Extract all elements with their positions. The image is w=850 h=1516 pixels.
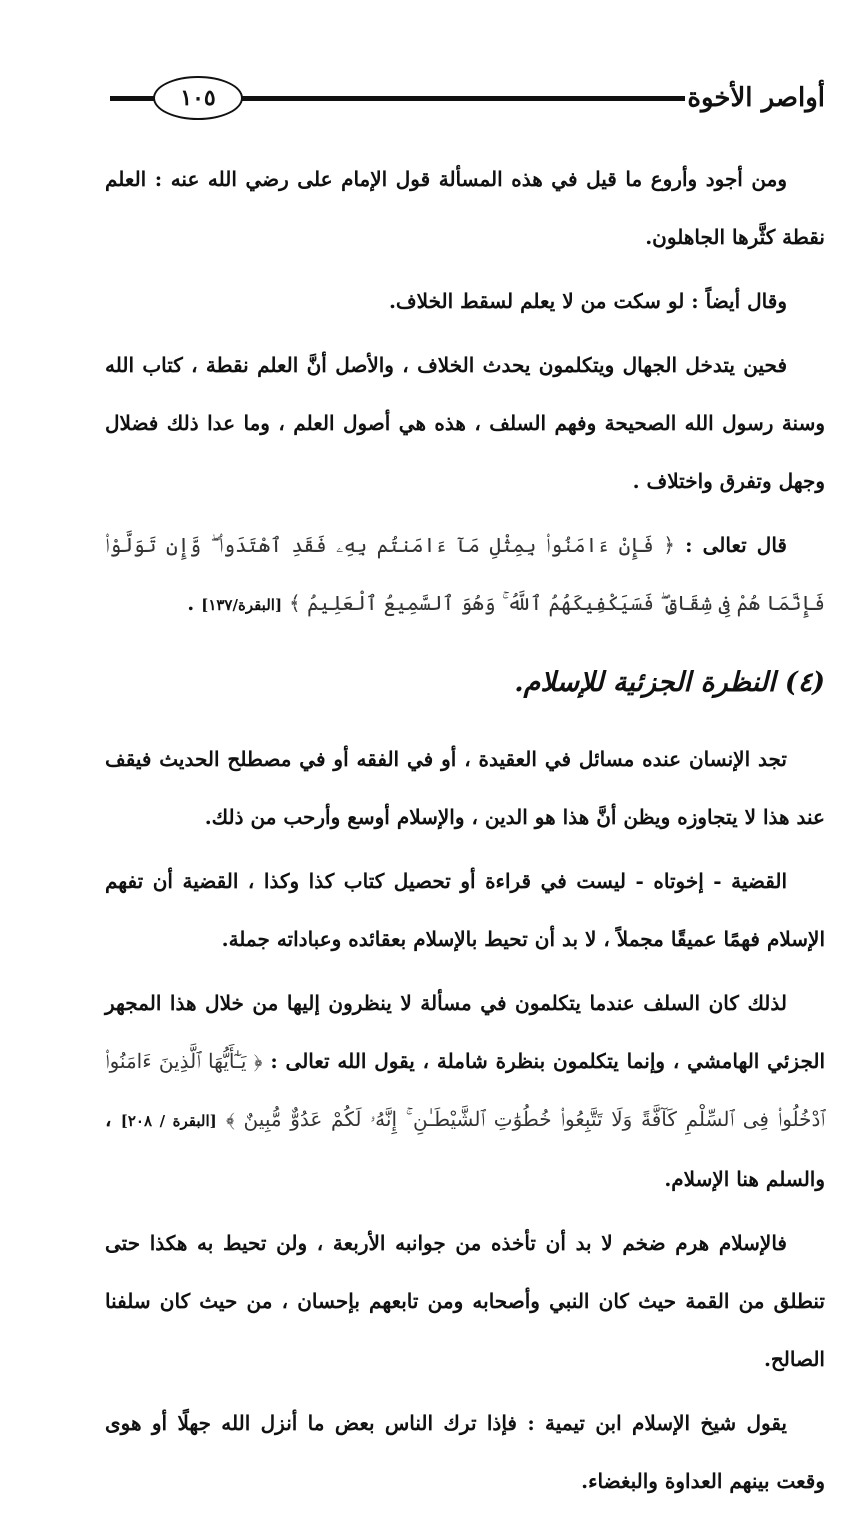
paragraph-end: ، والسلم هنا الإسلام. bbox=[105, 1107, 825, 1191]
book-title: أواصر الأخوة bbox=[687, 83, 825, 113]
quran-verse: ﴿ يَـٰٓأَيُّهَا ٱلَّذِينَ ءَامَنُوا۟ ٱدْخُلُوا۟ فِى ٱلسِّلْمِ كَآفَّةً وَلَا تَتَّبِعُوا۟ خُطُوَٰتِ ٱلشَّيْطَـٰنِ ۚ إِنَّهُۥ لَكُمْ عَدُوٌّ مُّبِينٌ ﴾ bbox=[105, 1049, 826, 1131]
paragraph-6: القضية - إخوتاه - ليست في قراءة أو تحصيل كتاب كذا وكذا ، القضية أن تفهم الإسلام فهمًا عميقًا مجملاً ، لا بد أن تحيط بالإسلام بعقائده وعباداته جملة. bbox=[105, 869, 825, 951]
verse-intro: قال تعالى : bbox=[685, 533, 787, 557]
paragraph-2: وقال أيضاً : لو سكت من لا يعلم لسقط الخلاف. bbox=[388, 289, 787, 313]
paragraph-7 bbox=[105, 974, 825, 1208]
paragraph-3: فحين يتدخل الجهال ويتكلمون يحدث الخلاف ، والأصل أنَّ العلم نقطة ، كتاب الله وسنة رسول الله الصحيحة وفهم السلف ، هذه هي أصول العلم ، وما عدا ذلك فضلال وجهل وتفرق واختلاف . bbox=[105, 353, 825, 493]
page-number bbox=[153, 76, 243, 120]
paragraph-4 bbox=[105, 516, 825, 634]
page-body bbox=[105, 150, 825, 1516]
quran-verse: ﴿ فَإِنْ ءَامَنُوا۟ بِمِثْلِ مَآ ءَامَنتُم بِهِۦ فَقَدِ ٱهْتَدَوا۟ ۖ وَّإِن تَوَلَّوْا۟ فَإِنَّمَا هُمْ فِى شِقَاقٍ ۖ فَسَيَكْفِيكَهُمُ ٱللَّهُ ۚ وَهُوَ ٱلسَّمِيعُ ٱلْعَلِيمُ ﴾ bbox=[105, 533, 825, 615]
page-header bbox=[105, 76, 825, 120]
verse-reference: [البقرة / ٢٠٨] bbox=[120, 1112, 217, 1130]
page-number-text: ١٠٥ bbox=[180, 85, 216, 111]
paragraph-1: ومن أجود وأروع ما قيل في هذه المسألة قول الإمام على رضي الله عنه : العلم نقطة كثَّرها الجاهلون. bbox=[105, 167, 825, 249]
paragraph-5: تجد الإنسان عنده مسائل في العقيدة ، أو في الفقه أو في مصطلح الحديث فيقف عند هذا لا يتجاوزه ويظن أنَّ هذا هو الدين ، والإسلام أوسع وأرحب من ذلك. bbox=[105, 747, 825, 829]
section-heading: (٤) النظرة الجزئية للإسلام. bbox=[514, 667, 825, 698]
paragraph-end: . bbox=[187, 591, 195, 615]
paragraph-9: يقول شيخ الإسلام ابن تيمية : فإذا ترك الناس بعض ما أنزل الله جهلًا أو هوى وقعت بينهم العداوة والبغضاء. bbox=[105, 1411, 825, 1493]
paragraph-8: فالإسلام هرم ضخم لا بد أن تأخذه من جوانبه الأربعة ، ولن تحيط به هكذا حتى تنطلق من القمة حيث كان النبي وأصحابه ومن تابعهم بإحسان ، من حيث كان سلفنا الصالح. bbox=[105, 1231, 825, 1371]
verse-reference: [البقرة/١٣٧] bbox=[201, 596, 283, 614]
paragraph-7-text: لذلك كان السلف عندما يتكلمون في مسألة لا ينظرون إليها من خلال هذا المجهر الجزئي الهامشي ، وإنما يتكلمون بنظرة شاملة ، يقول الله تعالى : bbox=[105, 991, 826, 1073]
